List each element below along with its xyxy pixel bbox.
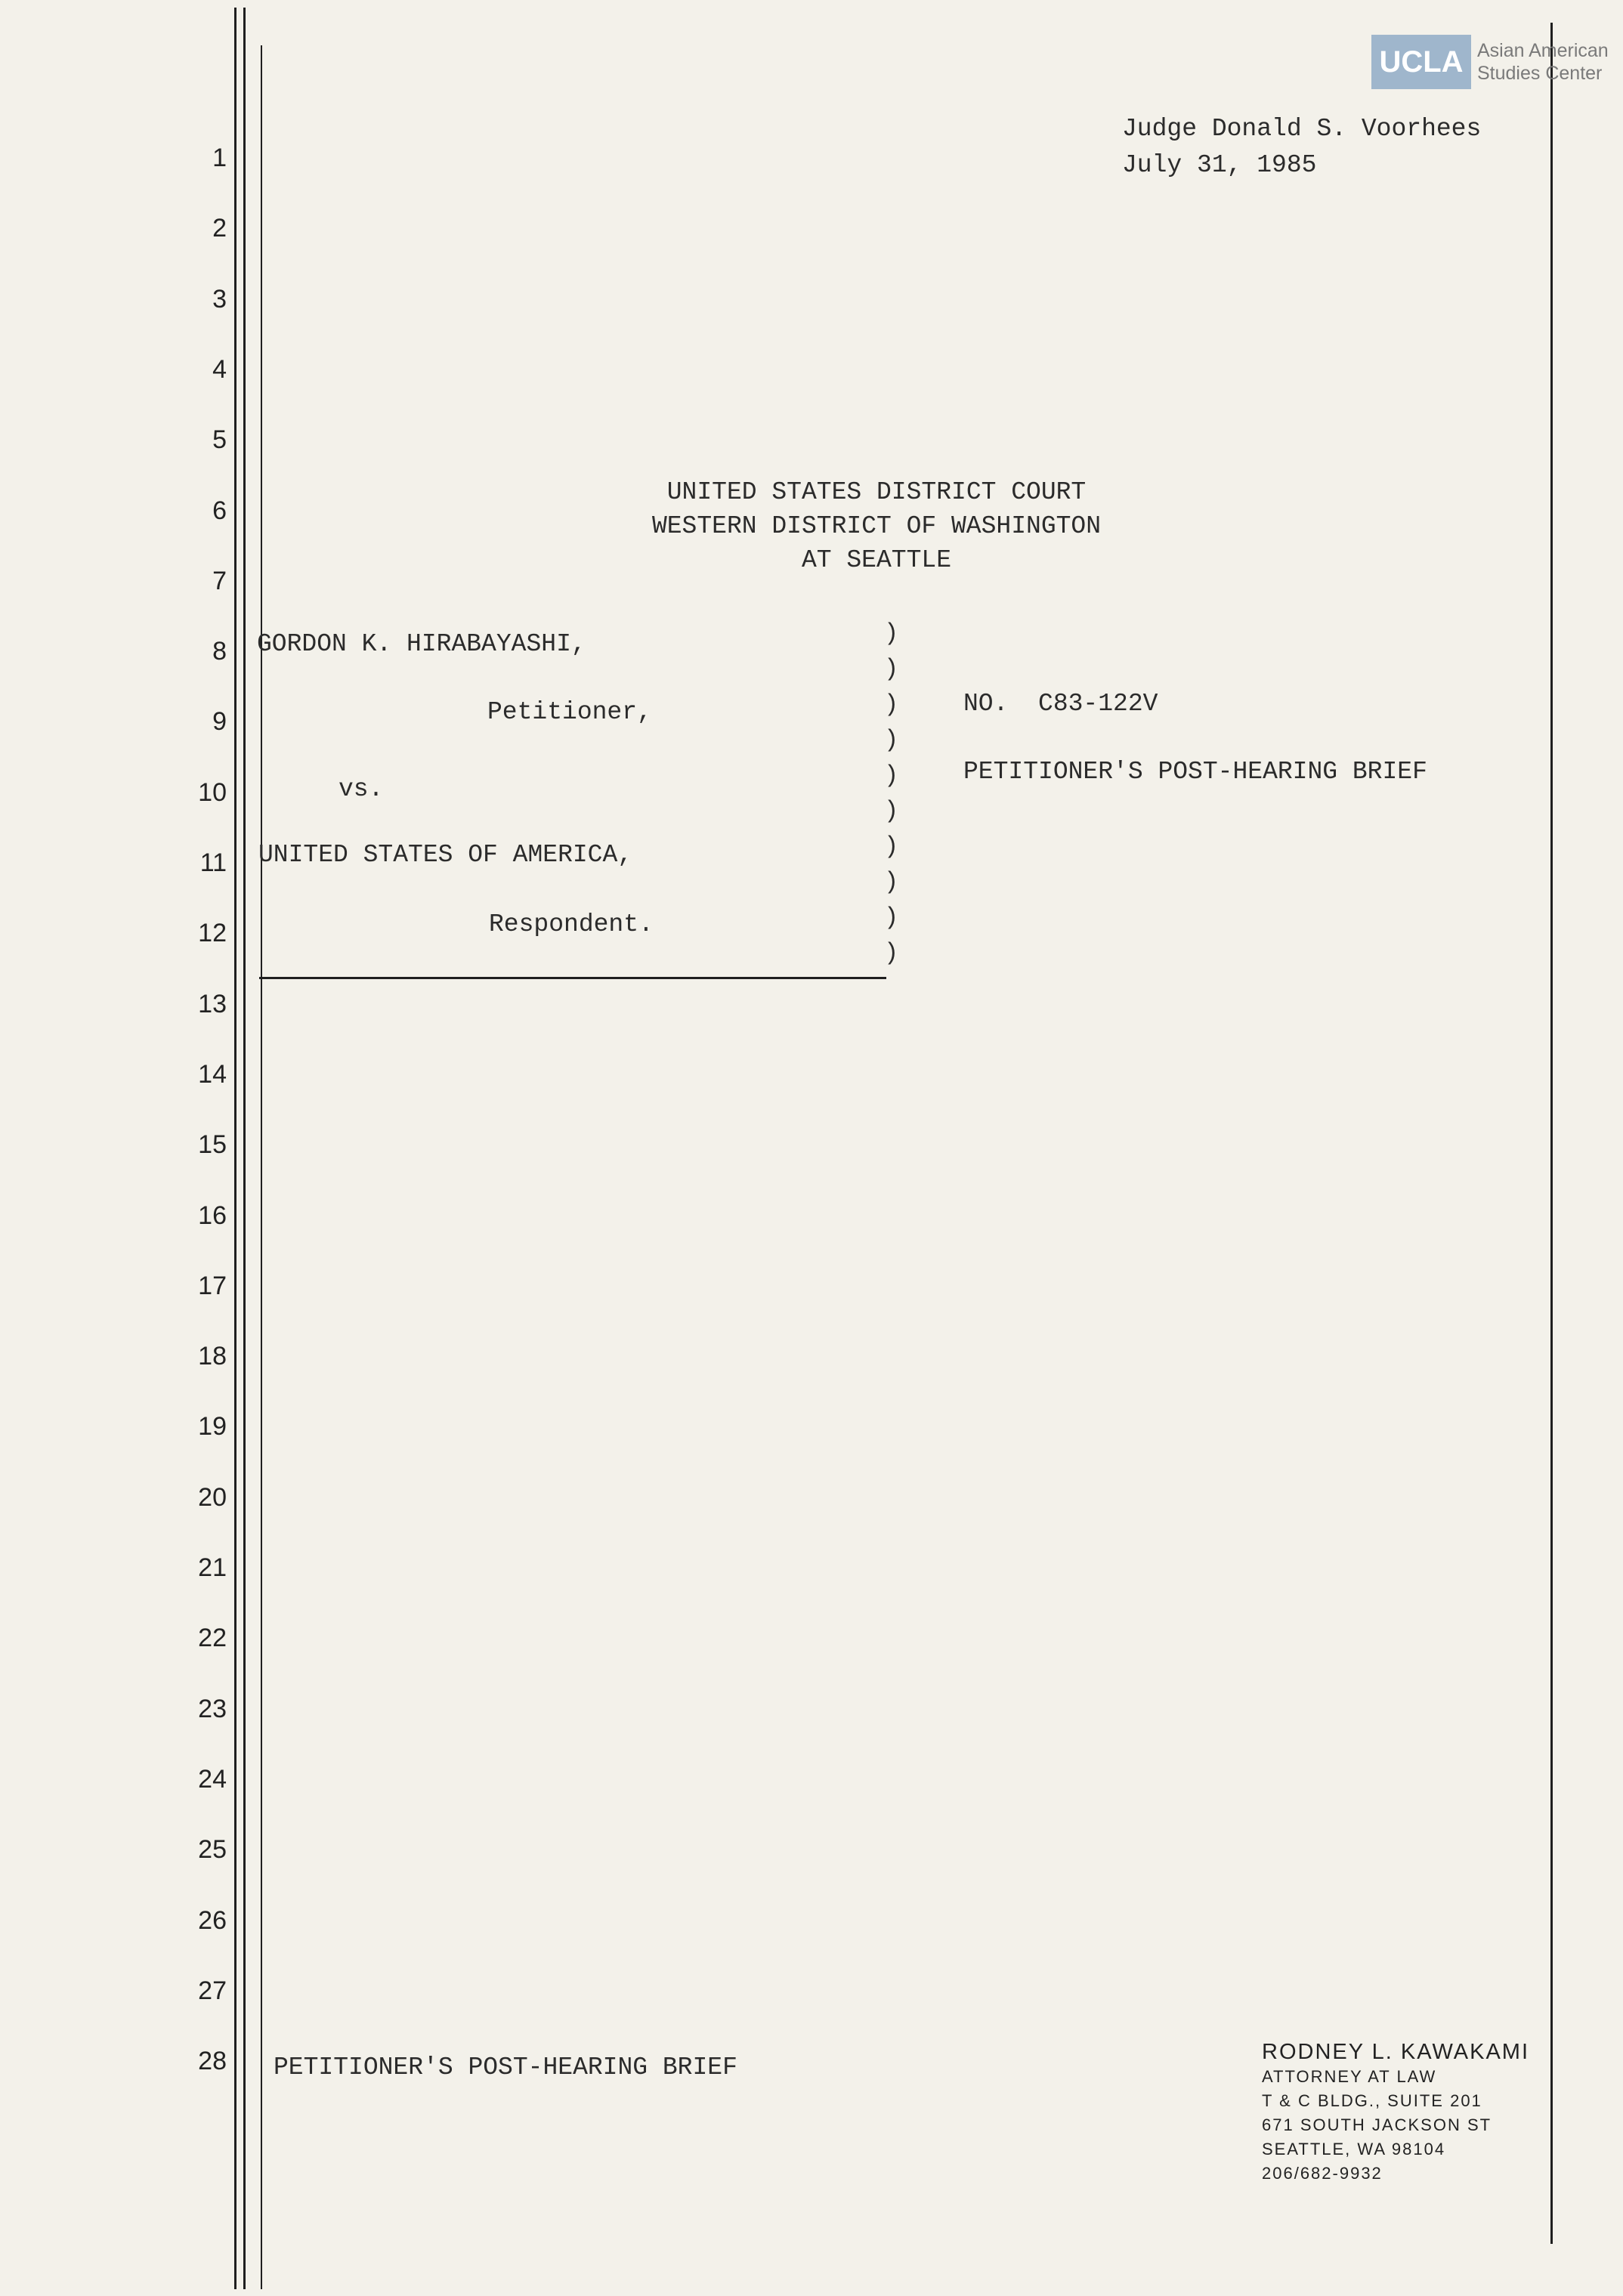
attorney-name: RODNEY L. KAWAKAMI [1262,2040,1529,2064]
left-margin-rule-third [261,45,262,2289]
ucla-logo: UCLA [1371,35,1471,89]
petitioner-role: Petitioner, [487,698,652,726]
line-number: 5 [212,425,227,455]
left-margin-rule-inner [243,8,246,2289]
caption-paren: ) [884,691,899,718]
line-number: 25 [198,1835,227,1865]
case-number: NO. C83-122V [963,690,1158,718]
caption-paren: ) [884,762,899,790]
line-number: 10 [198,777,227,807]
line-number: 15 [198,1130,227,1160]
line-number: 26 [198,1905,227,1935]
center-name-line1: Asian American [1477,40,1609,61]
caption-paren: ) [884,620,899,647]
caption-underline [259,977,886,979]
petitioner-name: GORDON K. HIRABAYASHI, [257,630,586,658]
caption-paren: ) [884,904,899,932]
attorney-address3: SEATTLE, WA 98104 [1262,2140,1446,2158]
caption-paren: ) [884,833,899,861]
line-number: 4 [212,354,227,384]
line-number: 24 [198,1764,227,1794]
caption-paren: ) [884,726,899,754]
attorney-address2: 671 SOUTH JACKSON ST [1262,2115,1492,2134]
footer-title: PETITIONER'S POST-HEARING BRIEF [274,2053,737,2081]
attorney-phone: 206/682-9932 [1262,2164,1383,2183]
line-number: 9 [212,707,227,737]
line-number: 12 [198,919,227,948]
caption-paren: ) [884,868,899,896]
court-district: WESTERN DISTRICT OF WASHINGTON [651,512,1102,540]
line-number: 20 [198,1482,227,1512]
line-number: 23 [198,1694,227,1723]
line-number: 3 [212,284,227,314]
court-name: UNITED STATES DISTRICT COURT [666,478,1087,506]
judge-name: Judge Donald S. Voorhees [1122,115,1482,143]
line-number: 8 [212,637,227,666]
line-number: 11 [199,848,227,877]
caption-paren: ) [884,655,899,683]
caption-paren: ) [884,939,899,967]
line-number: 18 [198,1342,227,1371]
line-number: 6 [212,496,227,525]
line-number: 13 [198,989,227,1018]
line-number: 21 [198,1553,227,1582]
line-number: 28 [198,2047,227,2076]
right-margin-rule [1550,23,1553,2244]
court-location: AT SEATTLE [801,546,952,574]
line-number: 1 [212,144,227,172]
line-number: 16 [198,1201,227,1230]
line-number: 17 [198,1271,227,1300]
line-number: 2 [212,214,227,243]
line-number: 22 [198,1624,227,1653]
caption-paren: ) [884,797,899,825]
attorney-address1: T & C BLDG., SUITE 201 [1262,2091,1482,2110]
line-number: 27 [198,1976,227,2005]
respondent-role: Respondent. [489,910,654,938]
line-number: 7 [212,566,227,595]
document-title: PETITIONER'S POST-HEARING BRIEF [963,758,1427,786]
filing-date: July 31, 1985 [1122,151,1317,179]
line-number: 19 [198,1412,227,1442]
versus: vs. [339,775,384,803]
center-name [1477,39,1621,85]
left-margin-rule-outer [234,8,236,2289]
center-name-line2: Studies Center [1477,63,1603,84]
line-number: 14 [198,1059,227,1089]
attorney-title: ATTORNEY AT LAW [1262,2067,1437,2086]
respondent-name: UNITED STATES OF AMERICA, [258,841,633,869]
attorney-block [1262,2040,1529,2186]
